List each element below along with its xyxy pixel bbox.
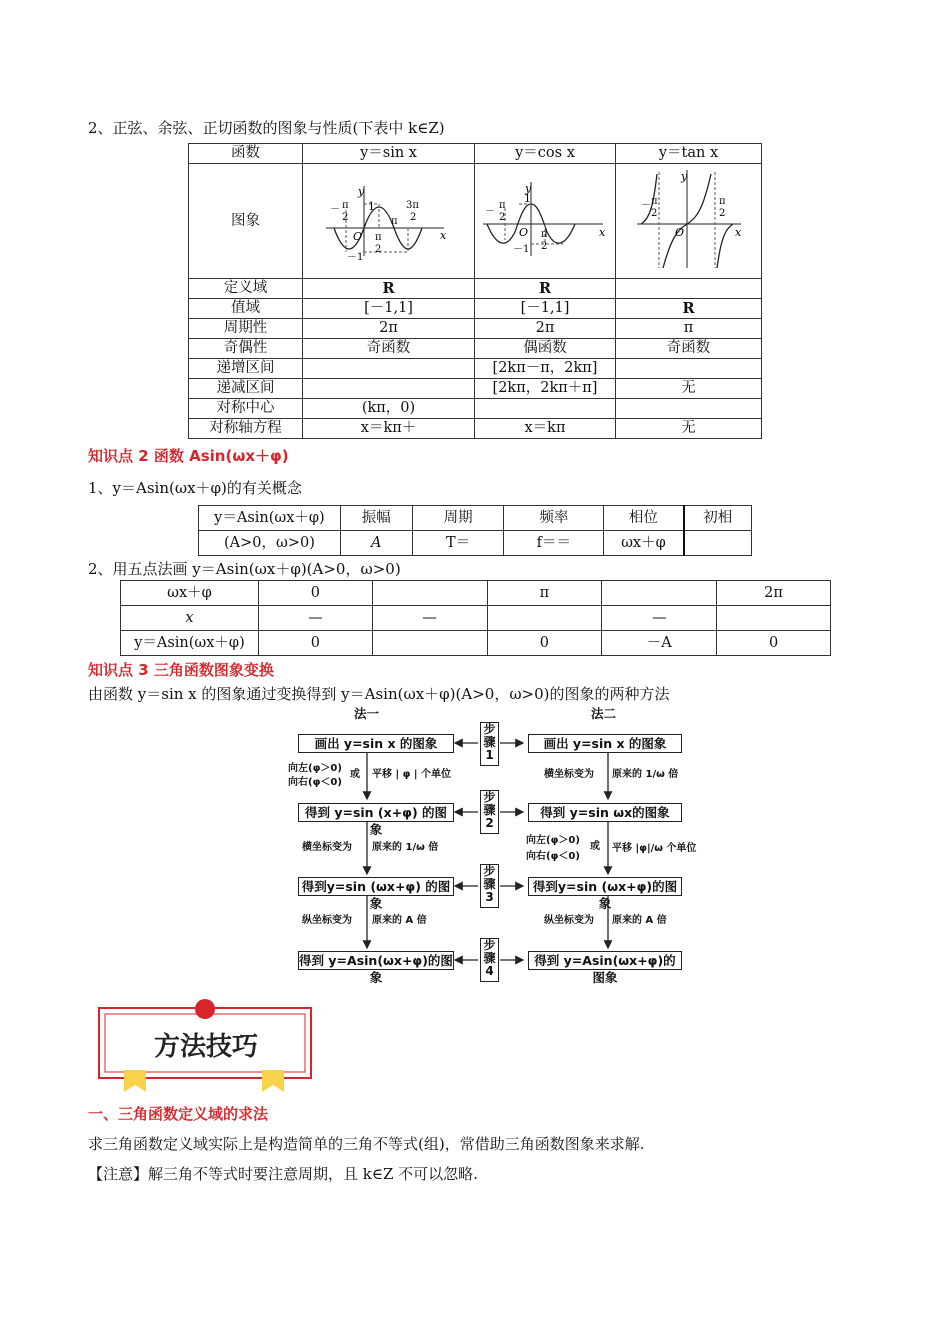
cell: [2kπ，2kπ＋π] [475, 379, 616, 399]
m1-t1-b: 向右(φ＜0) [288, 777, 342, 788]
kp2-title: 知识点 2 函数 Asin(ωx＋φ) [88, 447, 289, 465]
graph-row [189, 164, 762, 279]
m1-box-4: 得到 y=Asin(ωx+φ)的图象 [299, 953, 453, 985]
row-label: 递减区间 [189, 379, 303, 399]
tan-graph [617, 164, 761, 272]
cell: π [487, 581, 602, 606]
method1-title: 一、三角函数定义域的求法 [88, 1105, 269, 1123]
trig-properties-table [188, 143, 762, 439]
cell: T＝ [412, 531, 504, 556]
cos-graph-cell [475, 164, 616, 279]
cell: 0 [258, 631, 372, 656]
sin-graph [304, 164, 474, 272]
tick-label: － [329, 204, 340, 215]
m2-box-4: 得到 y=Asin(ωx+φ)的图象 [528, 951, 682, 970]
tick-label: 2 [409, 212, 416, 223]
tick-label: 2 [374, 244, 381, 255]
table-header-row [189, 144, 762, 164]
header-cell: y＝tan x [616, 144, 762, 164]
m1-t3-b: 原来的 A 倍 [372, 915, 427, 926]
header-cell: 振幅 [340, 506, 412, 531]
cell [487, 606, 602, 631]
cell [616, 279, 762, 299]
method1-label: 法一 [354, 706, 380, 721]
row-label: 递增区间 [189, 359, 303, 379]
step-4: 步骤4 [480, 938, 499, 982]
cell [684, 531, 752, 556]
m1-t2-b: 原来的 1/ω 倍 [372, 842, 439, 853]
table-row [189, 339, 762, 359]
tick-label: π [650, 196, 658, 207]
m2-t2-b: 向右(φ＜0) [526, 851, 580, 862]
tick-label: 1 [367, 200, 375, 213]
tick-label: π [374, 232, 382, 243]
header-cell: 初相 [684, 506, 752, 531]
tick-label: π [390, 216, 398, 227]
cell: 0 [258, 581, 372, 606]
tick-label: π [499, 200, 506, 211]
cell [475, 399, 616, 419]
cell [303, 359, 475, 379]
m1-t1-or: 或 [350, 769, 360, 780]
origin-label: O [519, 226, 529, 239]
row-label: 奇偶性 [189, 339, 303, 359]
step-2: 步骤2 [480, 790, 499, 834]
cell: 2π [475, 319, 616, 339]
cell: 2π [303, 319, 475, 339]
table-row [189, 299, 762, 319]
cell: 2π [717, 581, 831, 606]
row-label: x [121, 606, 259, 631]
tick-label: － [640, 200, 651, 211]
tick-label: 3π [405, 200, 419, 211]
table-header-row [199, 506, 752, 531]
cell: [－1,1] [303, 299, 475, 319]
m2-t2-c: 平移 |φ|/ω 个单位 [612, 843, 697, 854]
cell: — [372, 606, 487, 631]
cell: x＝kπ [475, 419, 616, 439]
section-title-trig-properties: 2、正弦、余弦、正切函数的图象与性质(下表中 k∈Z) [88, 119, 445, 137]
tick-label: 2 [541, 241, 548, 252]
tick-label: π [341, 200, 349, 211]
m2-box-3: 得到y=sin (ωx+φ)的图象 [528, 877, 682, 896]
cell: x＝kπ＋ [303, 419, 475, 439]
cos-graph [475, 164, 615, 272]
cell [372, 631, 487, 656]
cell: 无 [616, 379, 762, 399]
axis-y-label: y [525, 182, 532, 195]
tick-label: －1 [513, 244, 530, 255]
cell: [2kπ－π，2kπ] [475, 359, 616, 379]
header-cell: y＝cos x [475, 144, 616, 164]
sin-graph-cell [303, 164, 475, 279]
row-label: 对称轴方程 [189, 419, 303, 439]
table-row [189, 379, 762, 399]
row-label: 值域 [189, 299, 303, 319]
tick-label: － [485, 206, 495, 217]
cell: 无 [616, 419, 762, 439]
header-cell: y＝sin x [303, 144, 475, 164]
axis-y-label: y [680, 170, 687, 183]
cell: R [475, 279, 616, 299]
cell: [－1,1] [475, 299, 616, 319]
table-row [189, 359, 762, 379]
m1-t2-a: 横坐标变为 [302, 842, 352, 853]
table-row [121, 581, 831, 606]
five-point-table [120, 580, 831, 656]
m1-box-1: 画出 y=sin x 的图象 [298, 734, 454, 753]
cell: R [616, 299, 762, 319]
step-1: 步骤1 [480, 722, 499, 766]
table-row [189, 419, 762, 439]
concept-table [198, 505, 752, 556]
method2-label: 法二 [591, 706, 617, 721]
kp3-line: 由函数 y＝sin x 的图象通过变换得到 y＝Asin(ωx＋φ)(A>0，ω>0)的图象的两种方法 [88, 685, 670, 703]
axis-x-label: x [599, 226, 606, 239]
cell: — [602, 606, 717, 631]
tan-graph-cell [616, 164, 762, 279]
m2-t3-a: 纵坐标变为 [544, 915, 594, 926]
table-row [121, 631, 831, 656]
kp2-line2: 2、用五点法画 y＝Asin(ωx＋φ)(A>0，ω>0) [88, 560, 401, 578]
row-label: 定义域 [189, 279, 303, 299]
cell: 偶函数 [475, 339, 616, 359]
m2-t2-or: 或 [590, 841, 600, 852]
row-label: y＝Asin(ωx＋φ) [121, 631, 259, 656]
table-row [189, 319, 762, 339]
row-label: ωx＋φ [121, 581, 259, 606]
tick-label: 1 [524, 192, 531, 205]
kp3-title: 知识点 3 三角函数图象变换 [88, 661, 274, 679]
kp2-line1: 1、y＝Asin(ωx＋φ)的有关概念 [88, 479, 302, 497]
axis-y-label: y [357, 185, 364, 198]
cell: — [258, 606, 372, 631]
cell: 奇函数 [616, 339, 762, 359]
axis-x-label: x [439, 229, 446, 242]
step-3: 步骤3 [480, 864, 499, 908]
cell: π [616, 319, 762, 339]
origin-label: O [674, 226, 684, 239]
cell [717, 606, 831, 631]
origin-label: O [352, 230, 362, 243]
m2-t1-a: 横坐标变为 [544, 769, 594, 780]
m2-box-2: 得到 y=sin ωx的图象 [528, 803, 682, 822]
m2-box-1: 画出 y=sin x 的图象 [528, 734, 682, 753]
header-cell: y＝Asin(ωx＋φ) [199, 506, 341, 531]
m1-t3-a: 纵坐标变为 [302, 915, 352, 926]
tick-label: 2 [499, 212, 506, 223]
header-cell: 函数 [189, 144, 303, 164]
header-cell: 频率 [504, 506, 604, 531]
cell: f＝＝ [504, 531, 604, 556]
row-label: 周期性 [189, 319, 303, 339]
m1-box-3: 得到y=sin (ωx+φ) 的图象 [298, 877, 454, 896]
tick-label: 2 [718, 208, 725, 219]
tick-label: 2 [650, 208, 657, 219]
cell: A [340, 531, 412, 556]
cell [602, 581, 717, 606]
cell: (A>0，ω>0) [199, 531, 341, 556]
header-cell: 周期 [412, 506, 504, 531]
axis-x-label: x [734, 226, 741, 239]
table-row [199, 531, 752, 556]
header-cell: 相位 [604, 506, 684, 531]
cell [303, 379, 475, 399]
cell: －A [602, 631, 717, 656]
badge-title: 方法技巧 [153, 1032, 258, 1062]
tick-label: π [541, 229, 548, 240]
m2-t1-b: 原来的 1/ω 倍 [612, 769, 679, 780]
cell: (kπ，0) [303, 399, 475, 419]
m1-t1-a: 向左(φ＞0) [288, 763, 342, 774]
table-row [189, 399, 762, 419]
row-label: 对称中心 [189, 399, 303, 419]
tick-label: 2 [341, 212, 348, 223]
cell: 0 [487, 631, 602, 656]
m1-box-2: 得到 y=sin (x+φ) 的图象 [298, 803, 454, 822]
cell: 奇函数 [303, 339, 475, 359]
cell [616, 359, 762, 379]
m2-t2-a: 向左(φ＞0) [526, 835, 580, 846]
graph-row-label: 图象 [189, 164, 303, 279]
cell: R [303, 279, 475, 299]
cell [372, 581, 487, 606]
m2-t3-b: 原来的 A 倍 [612, 915, 667, 926]
cell: 0 [717, 631, 831, 656]
table-row [121, 606, 831, 631]
method1-text: 求三角函数定义域实际上是构造简单的三角不等式(组)，常借助三角函数图象来求解. [88, 1135, 645, 1153]
method1-note: 【注意】解三角不等式时要注意周期，且 k∈Z 不可以忽略. [88, 1165, 478, 1183]
cell [616, 399, 762, 419]
tick-label: －1 [346, 252, 363, 263]
m1-t1-c: 平移 | φ | 个单位 [372, 769, 452, 780]
tick-label: π [718, 196, 726, 207]
table-row [189, 279, 762, 299]
cell: ωx＋φ [604, 531, 684, 556]
